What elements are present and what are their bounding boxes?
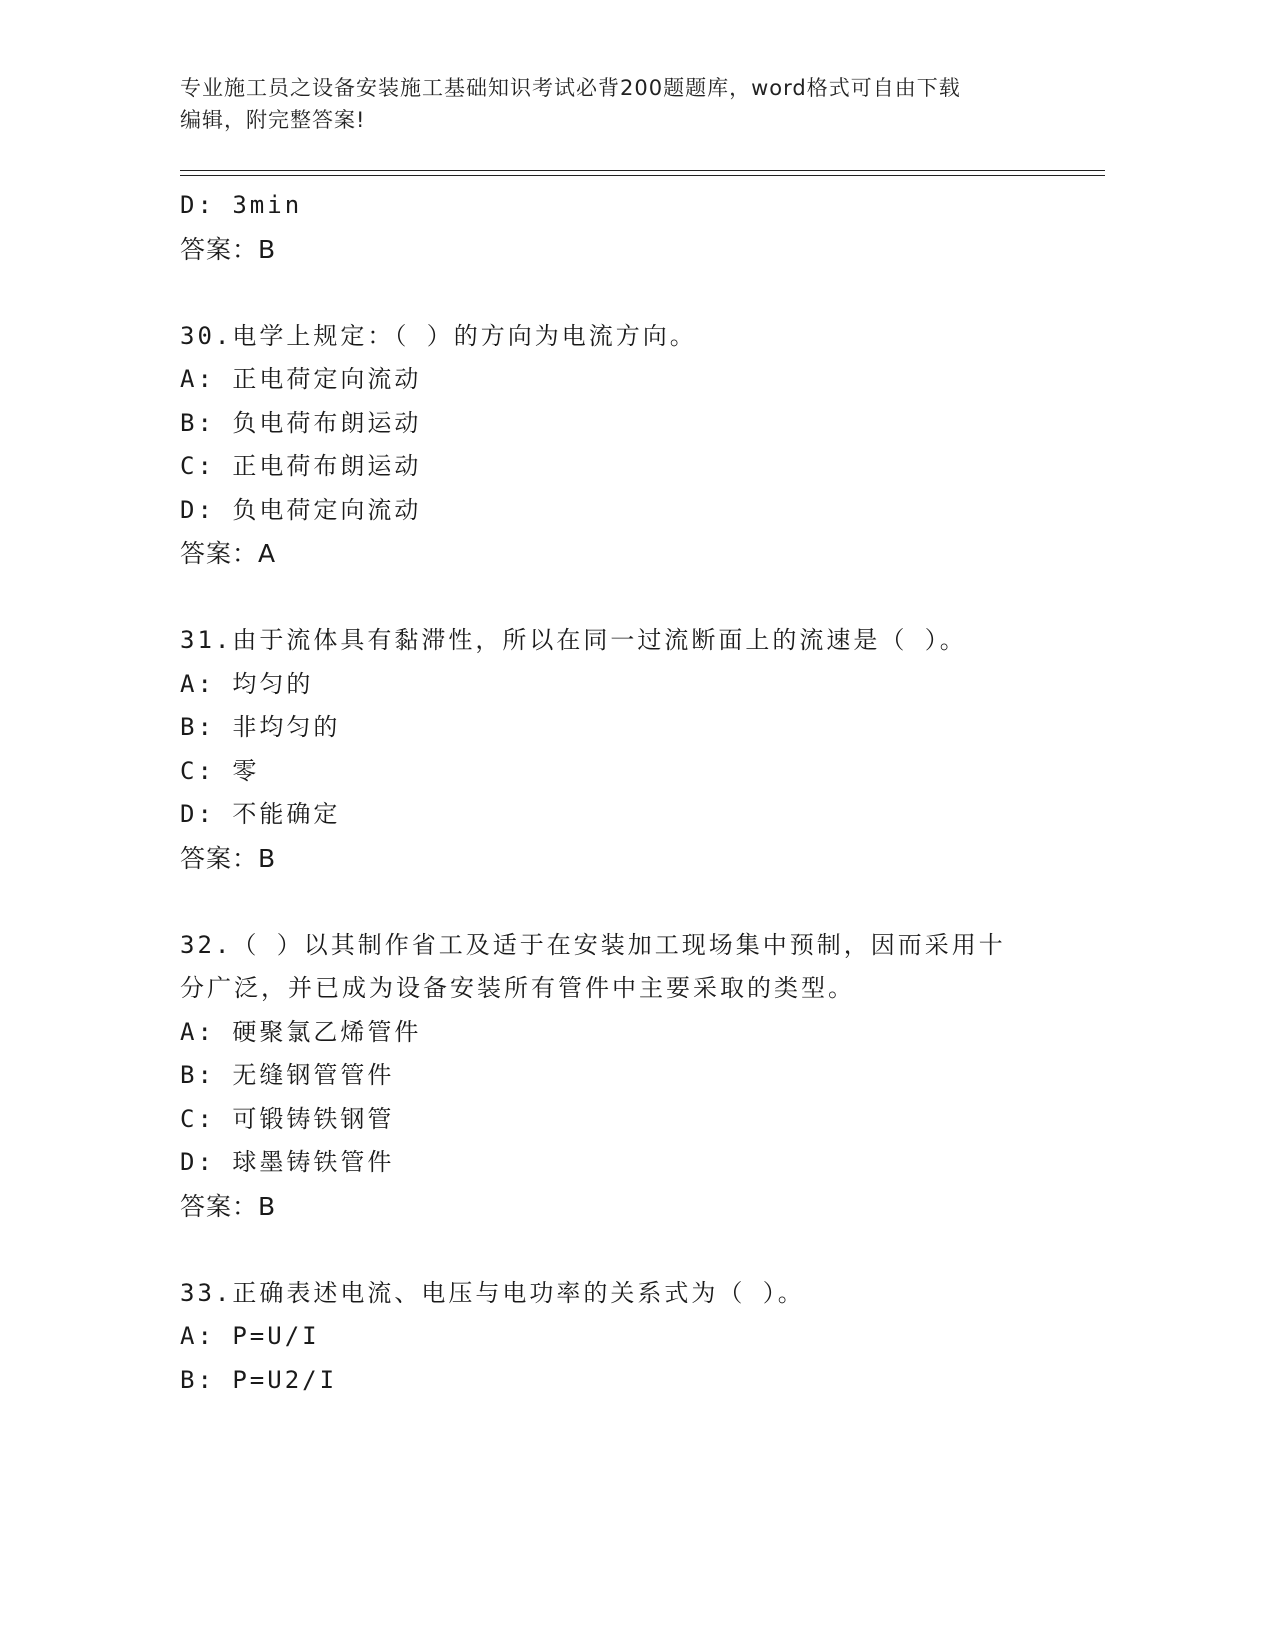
answer-line: 答案：B <box>180 234 277 264</box>
block-spacer <box>180 576 1080 620</box>
answer-line: 答案：A <box>180 539 277 568</box>
question-text: 33.正确表述电流、电压与电功率的关系式为（ ）。 <box>180 1278 805 1307</box>
question-text: 30.电学上规定：（ ）的方向为电流方向。 <box>180 321 697 350</box>
header-title-line-1: 专业施工员之设备安装施工基础知识考试必背200题题库，word格式可自由下载 <box>180 76 961 100</box>
option-line: C: 可锻铸铁钢管 <box>180 1104 395 1133</box>
option-line: C: 正电荷布朗运动 <box>180 452 422 480</box>
question-text: 分广泛，并已成为设备安装所有管件中主要采取的类型。 <box>180 974 855 1002</box>
option-line: B: 非均匀的 <box>180 713 341 741</box>
option-line: B: P=U2/I <box>180 1365 338 1394</box>
option-line: A: 硬聚氯乙烯管件 <box>180 1017 422 1046</box>
option-line: A: 均匀的 <box>180 669 314 698</box>
answer-line: 答案：B <box>180 843 277 873</box>
header-divider-top <box>180 170 1105 171</box>
option-line: D: 球墨铸铁管件 <box>180 1148 395 1176</box>
option-line: C: 零 <box>180 756 260 785</box>
option-line: A: P=U/I <box>180 1322 320 1350</box>
option-line: D: 3min <box>180 191 303 219</box>
option-line: D: 不能确定 <box>180 800 341 828</box>
header-title-line-2: 编辑，附完整答案! <box>180 108 366 132</box>
question-list <box>180 184 1080 1402</box>
block-spacer <box>180 880 1080 924</box>
option-line: D: 负电荷定向流动 <box>180 495 422 524</box>
block-spacer <box>180 271 1080 315</box>
option-line: B: 负电荷布朗运动 <box>180 408 422 437</box>
answer-line: 答案：B <box>180 1191 277 1221</box>
option-line: A: 正电荷定向流动 <box>180 365 422 393</box>
question-text: 31.由于流体具有黏滞性，所以在同一过流断面上的流速是（ ）。 <box>180 626 967 654</box>
option-line: B: 无缝钢管管件 <box>180 1061 395 1089</box>
block-spacer <box>180 1228 1080 1272</box>
document-header <box>180 72 1060 136</box>
question-text: 32.（ ）以其制作省工及适于在安装加工现场集中预制，因而采用十 <box>180 930 1006 959</box>
header-divider-bottom <box>180 175 1105 176</box>
